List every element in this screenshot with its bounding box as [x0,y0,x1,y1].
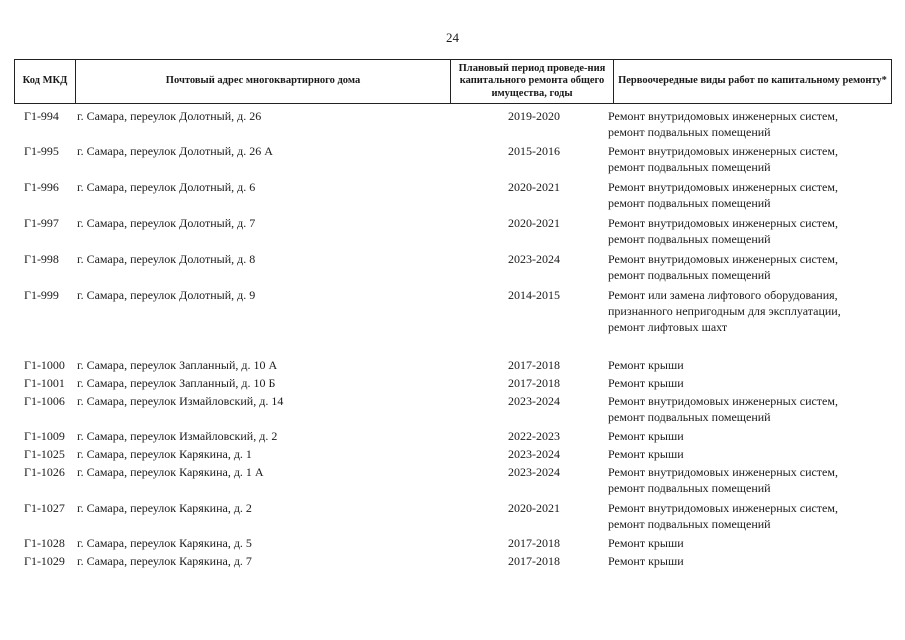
header-period: Плановый период проведе-ния капитального ремонта общего имущества, годы [450,60,613,103]
cell-code: Г1-996 [24,180,59,194]
works-line: ремонт подвальных помещений [608,517,771,531]
cell-address: г. Самара, переулок Долотный, д. 9 [77,288,256,302]
table-row [14,108,892,143]
header-works: Первоочередные виды работ по капитальному ремонту* [613,60,892,103]
cell-period: 2022-2023 [508,429,560,443]
cell-works [608,393,888,425]
works-line: ремонт подвальных помещений [608,481,771,495]
cell-period: 2020-2021 [508,180,560,194]
table-row [14,535,892,553]
cell-period: 2017-2018 [508,554,560,568]
table-row [14,393,892,428]
cell-period: 2017-2018 [508,376,560,390]
cell-works [608,108,888,140]
cell-works [608,500,888,532]
table-row [14,464,892,500]
cell-code: Г1-999 [24,288,59,302]
cell-works [608,446,888,462]
cell-code: Г1-994 [24,109,59,123]
works-line: Ремонт внутридомовых инженерных систем, [608,144,838,158]
table-row [14,428,892,446]
works-line: Ремонт крыши [608,358,684,372]
cell-works [608,535,888,551]
works-line: ремонт подвальных помещений [608,232,771,246]
table-row [14,357,892,375]
cell-address: г. Самара, переулок Карякина, д. 5 [77,536,252,550]
works-line: Ремонт внутридомовых инженерных систем, [608,394,838,408]
cell-period: 2019-2020 [508,109,560,123]
works-line: Ремонт внутридомовых инженерных систем, [608,180,838,194]
table-row [14,251,892,287]
table-row [14,500,892,535]
table-row [14,215,892,251]
works-line: ремонт подвальных помещений [608,160,771,174]
works-line: Ремонт крыши [608,376,684,390]
works-line: Ремонт внутридомовых инженерных систем, [608,252,838,266]
cell-code: Г1-995 [24,144,59,158]
cell-address: г. Самара, переулок Измайловский, д. 14 [77,394,284,408]
header-address: Почтовый адрес многоквартирного дома [75,60,450,103]
cell-works [608,428,888,444]
cell-code: Г1-1001 [24,376,65,390]
page-number: 24 [446,30,459,45]
works-line: ремонт подвальных помещений [608,268,771,282]
works-line: Ремонт или замена лифтового оборудования, [608,288,838,302]
works-line: Ремонт крыши [608,429,684,443]
table-row [14,375,892,393]
cell-works [608,251,888,283]
cell-period: 2023-2024 [508,465,560,479]
cell-address: г. Самара, переулок Карякина, д. 1 [77,447,252,461]
cell-address: г. Самара, переулок Измайловский, д. 2 [77,429,278,443]
cell-code: Г1-1027 [24,501,65,515]
cell-address: г. Самара, переулок Долотный, д. 6 [77,180,256,194]
cell-address: г. Самара, переулок Долотный, д. 26 [77,109,262,123]
cell-period: 2020-2021 [508,216,560,230]
works-line: Ремонт внутридомовых инженерных систем, [608,109,838,123]
cell-works [608,464,888,496]
works-line: ремонт подвальных помещений [608,125,771,139]
cell-code: Г1-1006 [24,394,65,408]
cell-works [608,553,888,569]
cell-address: г. Самара, переулок Запланный, д. 10 Б [77,376,276,390]
works-line: ремонт лифтовых шахт [608,320,728,334]
table-row [14,553,892,571]
cell-code: Г1-1026 [24,465,65,479]
cell-works [608,215,888,247]
cell-code: Г1-997 [24,216,59,230]
cell-period: 2017-2018 [508,536,560,550]
cell-period: 2017-2018 [508,358,560,372]
cell-code: Г1-1029 [24,554,65,568]
works-line: ремонт подвальных помещений [608,196,771,210]
cell-code: Г1-1028 [24,536,65,550]
cell-period: 2020-2021 [508,501,560,515]
cell-address: г. Самара, переулок Долотный, д. 7 [77,216,256,230]
cell-period: 2014-2015 [508,288,560,302]
cell-works [608,143,888,175]
table-row [14,143,892,179]
cell-address: г. Самара, переулок Долотный, д. 26 А [77,144,273,158]
cell-period: 2023-2024 [508,252,560,266]
works-line: Ремонт крыши [608,554,684,568]
cell-code: Г1-998 [24,252,59,266]
cell-works [608,179,888,211]
cell-code: Г1-1000 [24,358,65,372]
cell-address: г. Самара, переулок Карякина, д. 7 [77,554,252,568]
cell-period: 2015-2016 [508,144,560,158]
works-line: Ремонт внутридомовых инженерных систем, [608,216,838,230]
works-line: Ремонт внутридомовых инженерных систем, [608,465,838,479]
works-line: ремонт подвальных помещений [608,410,771,424]
cell-works [608,287,888,335]
cell-works [608,375,888,391]
works-line: Ремонт крыши [608,447,684,461]
cell-code: Г1-1009 [24,429,65,443]
works-line: признанного непригодным для эксплуатации, [608,304,841,318]
header-code: Код МКД [14,60,75,103]
cell-code: Г1-1025 [24,447,65,461]
cell-address: г. Самара, переулок Карякина, д. 1 А [77,465,264,479]
cell-address: г. Самара, переулок Запланный, д. 10 А [77,358,278,372]
cell-works [608,357,888,373]
works-line: Ремонт крыши [608,536,684,550]
cell-address: г. Самара, переулок Долотный, д. 8 [77,252,256,266]
cell-period: 2023-2024 [508,394,560,408]
works-line: Ремонт внутридомовых инженерных систем, [608,501,838,515]
table-row [14,287,892,357]
table-row [14,179,892,215]
table-row [14,446,892,464]
cell-address: г. Самара, переулок Карякина, д. 2 [77,501,252,515]
table-header [14,59,892,104]
cell-period: 2023-2024 [508,447,560,461]
